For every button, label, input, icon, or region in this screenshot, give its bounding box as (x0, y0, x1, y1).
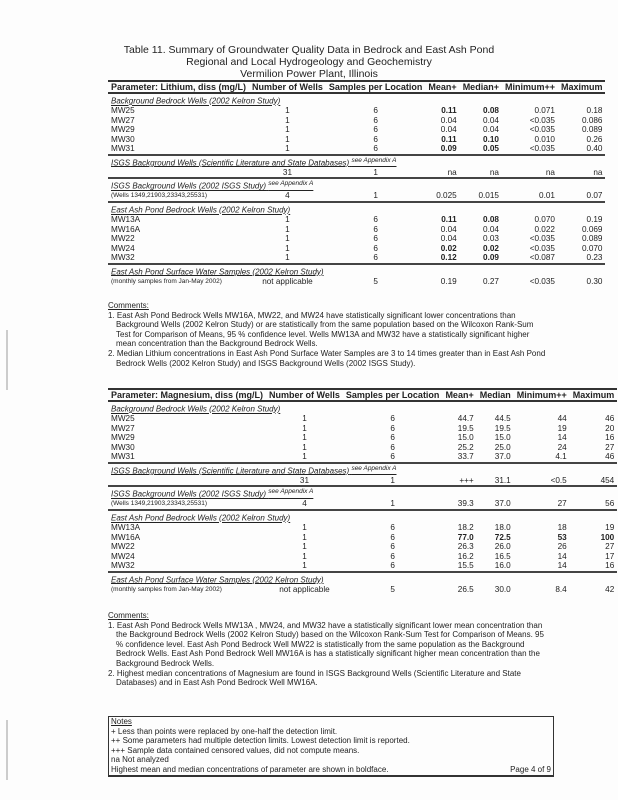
well-name: MW24 (111, 243, 135, 253)
table-row (108, 424, 617, 434)
cell-value: 15.0 (457, 433, 474, 443)
group-header-row (108, 155, 605, 168)
group-label (108, 155, 605, 168)
cell-value: 46 (605, 414, 615, 424)
cell-value: 1 (390, 499, 395, 509)
cell-value: 18.0 (494, 523, 511, 533)
group-label (108, 510, 617, 523)
cell-value: 1 (302, 561, 307, 571)
table-row (108, 542, 617, 552)
cell-value: 44 (557, 414, 567, 424)
comment-item: 2. Median Lithium concentrations in East Ash Pond Surface Water Samples are 3 to 14 times greater than in East Ash Pond Bedrock Wells (2002 Kelron Study) and ISGS Background Wells (2002 ISGS Study). (108, 348, 546, 368)
table-row (108, 433, 617, 443)
group-label (108, 486, 617, 499)
note-item: +++ Sample data contained censored values, did not compute means. (111, 745, 360, 755)
cell-value: 0.010 (534, 134, 555, 144)
group-label-text: ISGS Background Wells (Scientific Literature and State Databases) (111, 466, 350, 476)
cell-value: 0.05 (483, 144, 499, 154)
table-row (108, 585, 617, 595)
cell-value: 77.0 (457, 532, 474, 542)
cell-value: 25.2 (457, 442, 474, 452)
cell-value: 6 (373, 224, 378, 234)
cell-value: 15.0 (494, 433, 511, 443)
cell-value: 0.071 (534, 106, 555, 116)
well-name: MW29 (111, 433, 135, 443)
comments-label: Comments: (108, 611, 149, 620)
cell-value: 0.04 (483, 125, 499, 135)
cell-value: 26.5 (457, 584, 474, 594)
group-header-row (108, 93, 605, 106)
cell-value: 0.04 (440, 125, 457, 135)
cell-value: 30.0 (494, 584, 511, 594)
cell-value: 6 (390, 414, 395, 424)
cell-value: 454 (600, 475, 615, 485)
cell-value: 0.18 (586, 106, 603, 116)
group-label-text: Background Bedrock Wells (2002 Kelron Study) (111, 404, 281, 414)
column-header: Mean+ (442, 389, 476, 401)
cell-value: 1 (285, 234, 290, 244)
cell-value: 1 (285, 215, 290, 225)
group-label (108, 401, 617, 414)
cell-value: 27 (557, 499, 567, 509)
well-name: (monthly samples from Jan-May 2002) (111, 585, 222, 593)
table-row (108, 561, 617, 572)
column-header: Minimum++ (502, 81, 558, 93)
cell-value: 6 (390, 442, 395, 452)
cell-value: 16 (605, 433, 615, 443)
well-name: MW24 (111, 551, 135, 561)
cell-value: 27 (605, 542, 615, 552)
column-header: Samples per Location (326, 81, 426, 93)
cell-value: 0.089 (581, 234, 603, 244)
well-name (108, 168, 249, 179)
group-label-text: East Ash Pond Bedrock Wells (2002 Kelron Study) (111, 513, 291, 523)
cell-value: 8.4 (555, 584, 567, 594)
cell-value: 14 (557, 433, 567, 443)
cell-value: 4.1 (555, 452, 567, 462)
cell-value: <0.035 (529, 115, 555, 125)
table-row (108, 552, 617, 562)
cell-value: 0.025 (436, 191, 457, 201)
cell-value: 1 (285, 106, 290, 116)
cell-value: 0.070 (581, 243, 603, 253)
cell-value: 26.3 (457, 542, 474, 552)
cell-value: 6 (373, 134, 378, 144)
cell-value: 1 (285, 224, 290, 234)
cell-value: 56 (605, 499, 615, 509)
cell-value: 0.23 (586, 253, 603, 263)
cell-value: 0.022 (534, 224, 555, 234)
cell-value: 1 (302, 542, 307, 552)
cell-value: 1 (285, 243, 290, 253)
cell-value: 0.19 (586, 215, 603, 225)
cell-value: <0.035 (529, 125, 555, 135)
cell-value: 1 (285, 144, 290, 154)
header-row (108, 81, 605, 93)
cell-value: 0.086 (581, 115, 603, 125)
cell-value: 6 (373, 106, 378, 116)
cell-value: 5 (373, 276, 378, 286)
table-row (108, 225, 605, 235)
group-label-text: ISGS Background Wells (Scientific Literature and State Databases) (111, 158, 350, 168)
cell-value: 0.09 (440, 144, 457, 154)
cell-value: 24 (557, 442, 567, 452)
cell-value: 16.0 (494, 561, 511, 571)
table-row (108, 452, 617, 463)
cell-value: +++ (459, 475, 474, 485)
cell-value: 0.08 (483, 106, 499, 116)
cell-value: 6 (373, 234, 378, 244)
group-label-text: East Ash Pond Surface Water Samples (2002 Kelron Study) (111, 267, 324, 277)
well-name: (Wells 1349,21903,23343,25531) (111, 192, 208, 200)
cell-value: 0.04 (440, 234, 457, 244)
cell-value: 25.0 (494, 442, 511, 452)
cell-value: 19.5 (494, 423, 511, 433)
cell-value: 1 (302, 452, 307, 462)
cell-value: 46 (605, 452, 615, 462)
well-name: MW25 (111, 414, 135, 424)
cell-value: 1 (302, 414, 307, 424)
column-header: Number of Wells (266, 389, 343, 401)
cell-value: 33.7 (457, 452, 474, 462)
lithium-comments (108, 301, 548, 368)
cell-value: 16.2 (457, 551, 474, 561)
table-row (108, 125, 605, 135)
group-header-row (108, 178, 605, 191)
cell-value: 31 (299, 475, 310, 485)
table-row (108, 215, 605, 225)
scan-edge (6, 720, 8, 780)
column-header: Median+ (460, 81, 502, 93)
group-label (108, 93, 605, 106)
group-label-text: East Ash Pond Surface Water Samples (2002 Kelron Study) (111, 575, 324, 585)
appendix-reference: see Appendix A (351, 156, 397, 164)
well-name: MW13A (111, 523, 141, 533)
magnesium-table (108, 388, 617, 594)
cell-value: 18.2 (457, 523, 474, 533)
note-item: ++ Some parameters had multiple detection limits. Lowest detection limit is reported. (111, 736, 410, 746)
header-row (108, 389, 617, 401)
table-row (108, 191, 605, 202)
cell-value: 1 (373, 191, 378, 201)
group-header-row (108, 202, 605, 215)
note-item: + Less than points were replaced by one-half the detection limit. (111, 726, 338, 736)
cell-value: 44.5 (494, 414, 511, 424)
appendix-reference: see Appendix A (268, 180, 314, 188)
cell-value: 19 (605, 523, 615, 533)
well-name: MW27 (111, 115, 135, 125)
well-name: (Wells 1349,21903,23343,25531) (111, 500, 208, 508)
table-row (108, 253, 605, 264)
cell-value: 15.5 (457, 561, 474, 571)
well-name: MW31 (111, 452, 135, 462)
cell-value: 0.08 (483, 215, 499, 225)
column-header: Samples per Location (343, 389, 443, 401)
cell-value: 31.1 (494, 475, 511, 485)
parameter-name: Parameter: Lithium, diss (mg/L) (108, 81, 249, 93)
cell-value: 26.0 (494, 542, 511, 552)
cell-value: na (447, 167, 457, 177)
comment-item: 1. East Ash Pond Bedrock Wells MW13A , MW24, and MW32 have a statistically significant lower mean concentration than the Background Bedrock Wells (2002 Kelron Study) based on the Wilcoxon Rank-Sum Test for Comparison of Means. 95 % confidence level. East Ash Pond Bedrock Well MW22 is statistically from the same population as the Background Bedrock Wells. East Ash Pond Bedrock Well MW16A is has a statistically significant higher mean concentration than the Background Bedrock Wells. (108, 620, 544, 668)
cell-value: na (593, 167, 603, 177)
table-row (108, 476, 617, 487)
table-row (108, 234, 605, 244)
well-name: MW30 (111, 442, 135, 452)
column-header: Mean+ (425, 81, 459, 93)
cell-value: 6 (390, 551, 395, 561)
group-label-text: ISGS Background Wells (2002 ISGS Study) (111, 489, 267, 499)
well-name: MW25 (111, 106, 135, 116)
cell-value: 0.07 (586, 191, 603, 201)
cell-value: 6 (373, 144, 378, 154)
cell-value: 1 (285, 125, 290, 135)
cell-value: <0.087 (529, 253, 555, 263)
group-label (108, 463, 617, 476)
cell-value: 1 (302, 433, 307, 443)
cell-value: 6 (373, 253, 378, 263)
cell-value: 31 (282, 167, 293, 177)
cell-value: 18 (557, 523, 567, 533)
group-label-text: ISGS Background Wells (2002 ISGS Study) (111, 181, 267, 191)
well-name: MW22 (111, 542, 135, 552)
lithium-table (108, 80, 605, 286)
cell-value: 0.12 (440, 253, 457, 263)
cell-value: 37.0 (494, 452, 511, 462)
cell-value: 0.04 (440, 115, 457, 125)
cell-value: 1 (373, 167, 378, 177)
column-header: Median (477, 389, 514, 401)
cell-value: 19 (557, 423, 567, 433)
cell-value: 16.5 (494, 551, 511, 561)
cell-value: 27 (605, 442, 615, 452)
cell-value: 14 (557, 561, 567, 571)
cell-value: 0.09 (483, 253, 499, 263)
cell-value: 44.7 (457, 414, 474, 424)
comment-item: 1. East Ash Pond Bedrock Wells MW16A, MW22, and MW24 have statistically significant lower concentrations than Background Wells (2002 Kelron Study) or are statistically from the same population based on the Wilcoxon Rank-Sum Test for Comparison of Means, 95 % confidence level. Wells MW13A and MW32 have a statistically significant higher mean concentration than the Background Bedrock Wells. (108, 310, 534, 349)
cell-value: 5 (390, 584, 395, 594)
group-label (108, 202, 605, 215)
cell-value: 1 (302, 423, 307, 433)
cell-value: 17 (605, 551, 615, 561)
title-line-3: Vermilion Power Plant, Illinois (240, 68, 378, 80)
cell-value: 6 (373, 125, 378, 135)
well-name: MW29 (111, 125, 135, 135)
well-name (108, 476, 266, 487)
cell-value: 6 (390, 532, 395, 542)
group-header-row (108, 486, 617, 499)
page-number: Page 4 of 9 (510, 764, 551, 774)
table-row (108, 135, 605, 145)
cell-value: 1 (302, 532, 307, 542)
table-row (108, 144, 605, 155)
cell-value: 0.03 (483, 234, 499, 244)
table-row (108, 106, 605, 116)
cell-value: 0.04 (483, 224, 499, 234)
cell-value: 6 (373, 115, 378, 125)
cell-value: 0.04 (440, 224, 457, 234)
cell-value: 1 (285, 134, 290, 144)
cell-value: 0.40 (586, 144, 603, 154)
cell-value: 6 (373, 243, 378, 253)
cell-value: 0.10 (483, 134, 499, 144)
cell-value: 0.11 (441, 215, 457, 225)
cell-value: 0.02 (483, 243, 499, 253)
cell-value: 0.30 (586, 276, 603, 286)
well-name: MW22 (111, 234, 135, 244)
cell-value: 1 (302, 523, 307, 533)
well-name: MW13A (111, 215, 141, 225)
cell-value: <0.035 (529, 276, 555, 286)
well-name: MW16A (111, 532, 141, 542)
table-row (108, 244, 605, 254)
cell-value: <0.035 (529, 234, 555, 244)
title-line-1: Table 11. Summary of Groundwater Quality Data in Bedrock and East Ash Pond (123, 44, 495, 56)
comments-label: Comments: (108, 301, 149, 310)
cell-value: 6 (390, 423, 395, 433)
table-row (108, 116, 605, 126)
table-row (108, 277, 605, 287)
cell-value: 19.5 (457, 423, 474, 433)
cell-value: 20 (605, 423, 615, 433)
group-label (108, 264, 605, 277)
cell-value: 6 (373, 215, 378, 225)
well-name: MW31 (111, 144, 135, 154)
cell-value: na (545, 167, 555, 177)
well-name: MW30 (111, 134, 135, 144)
group-header-row (108, 572, 617, 585)
appendix-reference: see Appendix A (268, 488, 314, 496)
cell-value: 0.19 (440, 276, 457, 286)
group-label (108, 572, 617, 585)
parameter-name: Parameter: Magnesium, diss (mg/L) (108, 389, 266, 401)
group-label (108, 178, 605, 191)
column-header: Number of Wells (249, 81, 326, 93)
cell-value: 0.015 (478, 191, 499, 201)
cell-value: 6 (390, 433, 395, 443)
well-name: MW32 (111, 253, 135, 263)
cell-value: 0.089 (581, 125, 603, 135)
cell-value: not applicable (262, 276, 313, 286)
cell-value: 0.070 (534, 215, 555, 225)
cell-value: 1 (285, 253, 290, 263)
cell-value: 0.11 (441, 134, 457, 144)
cell-value: 0.02 (440, 243, 457, 253)
well-name: MW27 (111, 423, 135, 433)
cell-value: 1 (302, 551, 307, 561)
note-item: Highest mean and median concentrations of parameter are shown in boldface. (111, 764, 389, 774)
column-header: Maximum (558, 81, 606, 93)
appendix-reference: see Appendix A (351, 464, 397, 472)
cell-value: not applicable (279, 584, 330, 594)
cell-value: na (489, 167, 499, 177)
cell-value: 53 (557, 532, 567, 542)
notes-label: Notes (111, 717, 132, 726)
cell-value: <0.5 (550, 475, 567, 485)
cell-value: 6 (390, 452, 395, 462)
magnesium-comments (108, 611, 548, 688)
well-name: (monthly samples from Jan-May 2002) (111, 277, 222, 285)
well-name: MW16A (111, 224, 141, 234)
group-header-row (108, 510, 617, 523)
table-row (108, 533, 617, 543)
cell-value: 14 (557, 551, 567, 561)
cell-value: 6 (390, 523, 395, 533)
cell-value: 0.069 (581, 224, 603, 234)
note-item: na Not analyzed (111, 755, 169, 765)
cell-value: 42 (605, 584, 615, 594)
title-line-2: Regional and Local Hydrogeology and Geochemistry (186, 56, 432, 68)
cell-value: <0.035 (529, 144, 555, 154)
group-label-text: East Ash Pond Bedrock Wells (2002 Kelron Study) (111, 205, 291, 215)
well-name: MW32 (111, 561, 135, 571)
cell-value: 16 (605, 561, 615, 571)
cell-value: 0.11 (441, 106, 457, 116)
cell-value: 4 (285, 191, 290, 201)
cell-value: 26 (557, 542, 567, 552)
cell-value: 6 (390, 542, 395, 552)
cell-value: 4 (302, 499, 307, 509)
group-header-row (108, 264, 605, 277)
cell-value: 1 (390, 475, 395, 485)
table-row (108, 168, 605, 179)
cell-value: 0.01 (539, 191, 555, 201)
cell-value: 100 (600, 532, 615, 542)
cell-value: 0.04 (483, 115, 499, 125)
group-header-row (108, 401, 617, 414)
cell-value: 1 (302, 442, 307, 452)
table-row (108, 443, 617, 453)
notes-box (108, 716, 554, 777)
comment-item: 2. Highest median concentrations of Magnesium are found in ISGS Background Wells (Scientific Literature and State Databases) and in East Ash Pond Bedrock Well MW16A. (108, 668, 521, 688)
cell-value: 37.0 (494, 499, 511, 509)
column-header: Maximum (570, 389, 618, 401)
cell-value: 0.26 (586, 134, 603, 144)
table-row (108, 499, 617, 510)
cell-value: 39.3 (457, 499, 474, 509)
cell-value: 0.27 (483, 276, 499, 286)
cell-value: 72.5 (494, 532, 511, 542)
table-row (108, 414, 617, 424)
cell-value: 1 (285, 115, 290, 125)
group-label-text: Background Bedrock Wells (2002 Kelron Study) (111, 96, 281, 106)
cell-value: <0.035 (529, 243, 555, 253)
table-row (108, 523, 617, 533)
column-header: Minimum++ (514, 389, 570, 401)
group-header-row (108, 463, 617, 476)
scan-edge (6, 330, 8, 390)
cell-value: 6 (390, 561, 395, 571)
